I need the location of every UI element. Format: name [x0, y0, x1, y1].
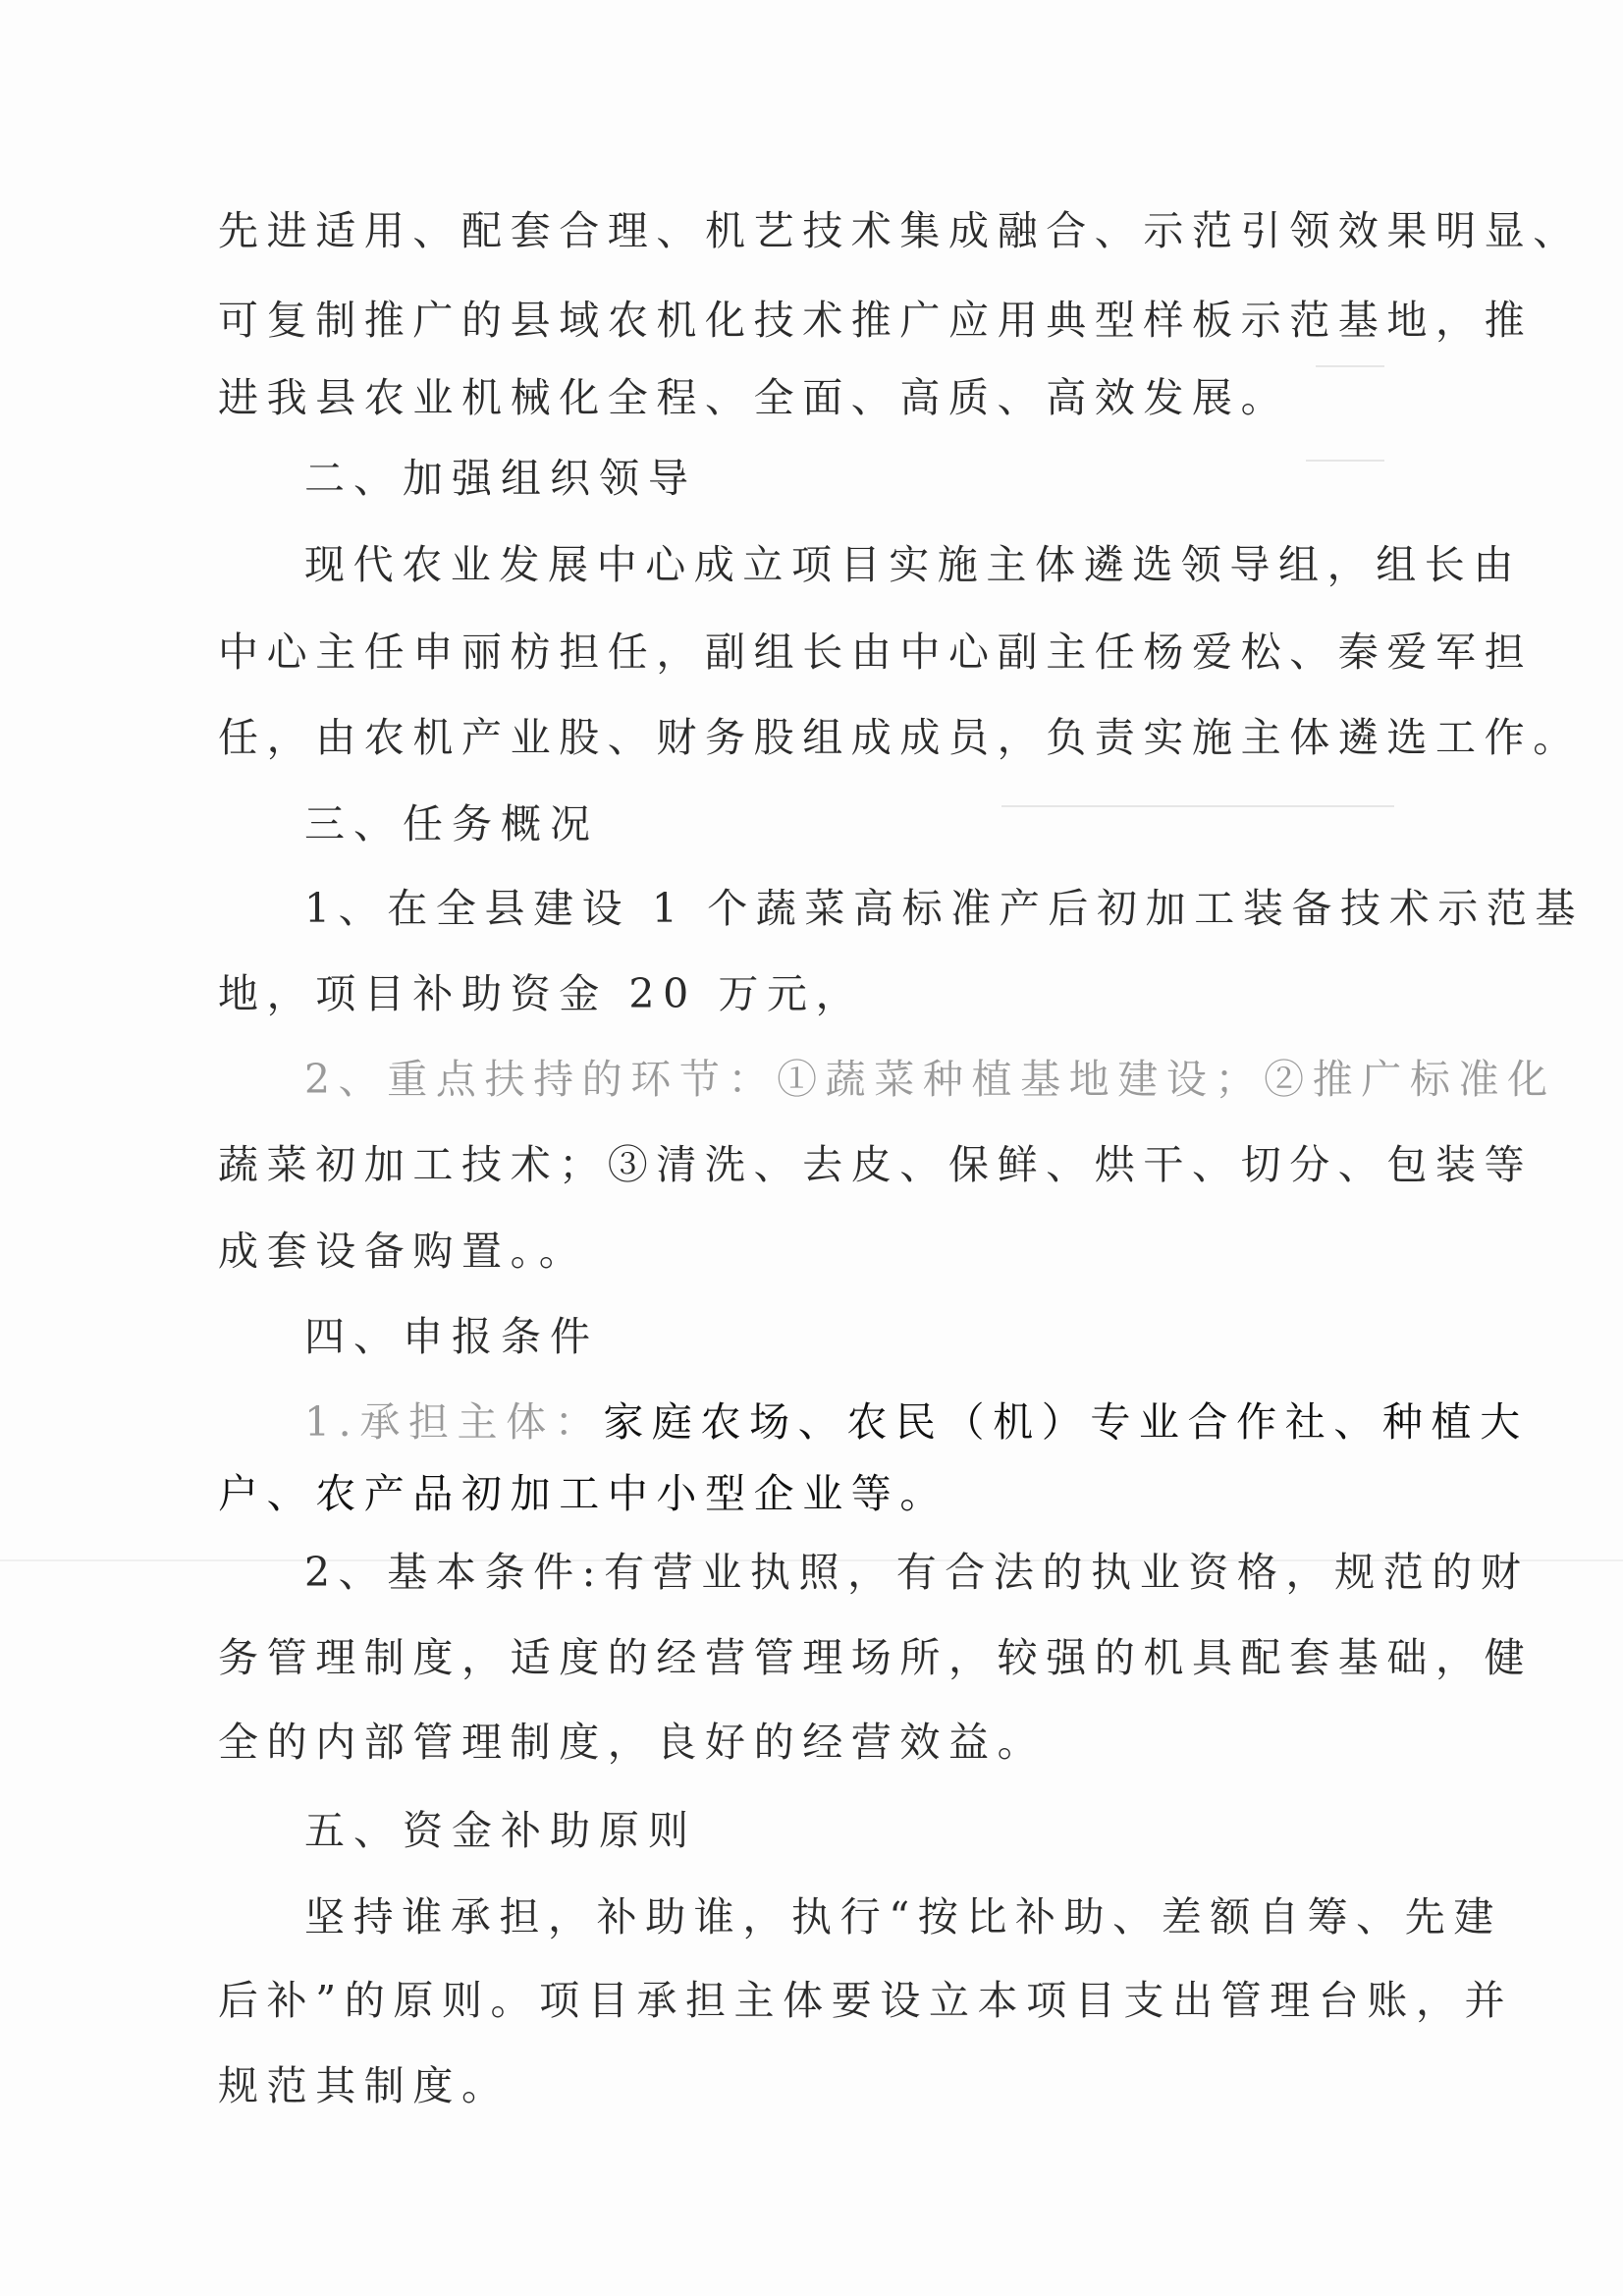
body-text-line: 进我县农业机械化全程、全面、高质、高效发展。 — [218, 374, 1290, 421]
body-text-line: 户、农产品初加工中小型企业等。 — [218, 1470, 948, 1517]
body-text-line: 后补”的原则。项目承担主体要设立本项目支出管理台账，并 — [218, 1977, 1514, 2024]
body-text-line: 中心主任申丽枋担任，副组长由中心副主任杨爱松、秦爱军担 — [218, 629, 1534, 676]
body-text-line: 务管理制度，适度的经营管理场所，较强的机具配套基础，健 — [218, 1634, 1534, 1681]
body-text-line: 规范其制度。 — [218, 2062, 511, 2109]
body-text-line: 全的内部管理制度，良好的经营效益。 — [218, 1719, 1047, 1766]
body-text-line: 任，由农机产业股、财务股组成成员，负责实施主体遴选工作。 — [218, 714, 1582, 761]
body-text-line: 地，项目补助资金 20 万元， — [218, 970, 865, 1017]
inline-text: 家庭农场、农民（机）专业合作社、种植大 — [603, 1398, 1529, 1446]
body-text-line: 可复制推广的县域农机化技术推广应用典型样板示范基地，推 — [218, 297, 1534, 344]
body-text-line: 2、重点扶持的环节：①蔬菜种植基地建设；②推广标准化 — [304, 1056, 1556, 1103]
body-text-line: 蔬菜初加工技术；③清洗、去皮、保鲜、烘干、切分、包装等 — [218, 1141, 1534, 1188]
section-heading: 二、加强组织领导 — [304, 455, 697, 502]
body-text-line: 成套设备购置。。 — [218, 1228, 588, 1275]
body-text-line: 现代农业发展中心成立项目实施主体遴选领导组，组长由 — [304, 541, 1522, 588]
body-text-line — [304, 1398, 1529, 1446]
body-text-line: 先进适用、配套合理、机艺技术集成融合、示范引领效果明显、 — [218, 207, 1582, 254]
section-heading: 五、资金补助原则 — [304, 1807, 697, 1854]
body-text-line: 1、在全县建设 1 个蔬菜高标准产后初加工装备技术示范基 — [304, 885, 1585, 932]
body-text-line: 2、基本条件:有营业执照，有合法的执业资格，规范的财 — [304, 1549, 1530, 1596]
body-text-line: 坚持谁承担，补助谁，执行“按比补助、差额自筹、先建 — [304, 1893, 1502, 1941]
section-heading: 四、申报条件 — [304, 1313, 599, 1360]
label-text: 1.承担主体： — [304, 1398, 604, 1446]
section-heading: 三、任务概况 — [304, 800, 599, 847]
scan-streak — [1316, 365, 1384, 367]
